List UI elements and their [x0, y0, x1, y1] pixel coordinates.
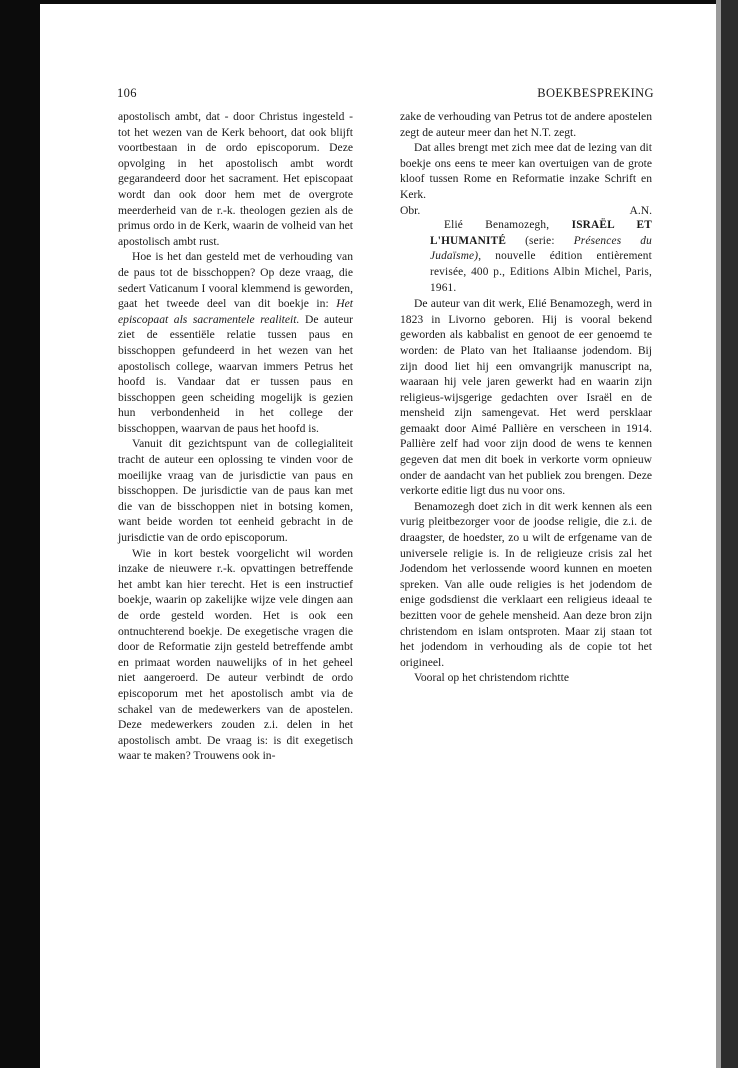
paragraph: Benamozegh doet zich in dit werk kennen als een vurig pleitbezorger voor de joodse religie, die z.i. de draagster, de hoedster, zo u wilt de erfgename van de universele religie is. In de religieuze crisis zal het Jodendom het verlossende woord kunnen en moeten spreken. Van alle oude religies is het jodendom de enige godsdienst die verklaart een religieus ideaal te bezitten voor de gehele mensheid. Aan deze bron zijn christendom en islam ontsproten. Maar zij staan tot het jodendom in verhouding als de copie tot het origineel.	[400, 499, 652, 669]
book-title: ISRAËL ET L'HUMANITÉ	[430, 219, 653, 247]
paragraph: Wie in kort bestek voorgelicht wil worden inzake de nieuwere r.-k. opvattingen betreffende het ambt kan hier terecht. Het is een instructief boekje, waarin op zakelijke wijze vele dingen aan de orde gesteld worden. Het is ook een ontnuchterend boekje. De exegetische vragen die door de Reformatie zijn gesteld betreffende ambt en primaat worden nauwelijks of in het geheel niet aangeroerd. De auteur verbindt de ordo episcoporum met het apostolisch ambt via de schakel van de medewerkers van de apostelen. Deze medewerkers zouden z.i. delen in het apostolisch ambt. De vraag is: is dit exegetisch waar te maken? Trouwens ook in-	[118, 546, 353, 763]
right-column	[400, 109, 652, 686]
signature-initials: A.N.	[629, 203, 652, 217]
book-citation: Elié Benamozegh, ISRAËL ET L'HUMANITÉ (serie: Présences du Judaïsme), nouvelle édition entièrement revisée, 400 p., Editions Albin Michel, Paris, 1961.	[430, 219, 653, 294]
paragraph: De auteur van dit werk, Elié Benamozegh, werd in 1823 in Livorno geboren. Hij is vooral bekend geworden als kabbalist en genoot de eer genoemd te worden: de Plato van het Italiaanse jodendom. Bij zijn dood liet hij een omvangrijk manuscript na, waaraan hij vele jaren gewerkt had en waarin zijn religieus-wijsgerige gedachten over Israël en de mensheid zijn samengevat. Het werd persklaar gemaakt door Aimé Pallière en verscheen in 1914. Pallière zelf had voor zijn dood de wens te kennen gegeven dat men dit boek in verkorte vorm opnieuw onder de aandacht van het publiek zou brengen. Deze verkorte editie ligt dus nu voor ons.	[400, 297, 652, 498]
paragraph: Vooral op het christendom richtte	[414, 671, 569, 685]
page-number: 106	[117, 86, 137, 100]
running-header: BOEKBESPREKING	[537, 86, 654, 100]
scan-border-top	[0, 0, 738, 4]
paragraph: Vanuit dit gezichtspunt van de collegialiteit tracht de auteur een oplossing te vinden voor de moeilijke vraag van de jurisdictie van paus en bisschoppen. De jurisdictie van de paus kan met die van de bisschoppen niet in botsing komen, want beide worden tot eenheid gebracht in de jurisdictie van de ordo episcoporum.	[118, 437, 353, 545]
paragraph: zake de verhouding van Petrus tot de andere apostelen zegt de auteur meer dan het N.T. zegt.	[400, 110, 652, 139]
paragraph: Hoe is het dan gesteld met de verhouding van de paus tot de bisschoppen? Op deze vraag, die sedert Vaticanum I vooral klemmend is geworden, gaat het tweede deel van dit boekje in: Het episcopaat als sacramentele realiteit. De auteur ziet de essentiële relatie tussen paus en bisschoppen gefundeerd in het wezen van het apostolisch college, waarvan immers Petrus het hoofd is. Vandaar dat er tussen paus en bisschoppen geen scheiding mogelijk is gezien hun verbondenheid in het college der bisschoppen, waarvan de paus het hoofd is.	[118, 250, 353, 435]
scan-border-left	[0, 0, 40, 1068]
scan-border-right	[721, 0, 738, 1068]
italic-book-title: Het episcopaat als sacramentele realiteit.	[118, 297, 353, 326]
signature-place: Obr.	[400, 203, 421, 217]
paragraph: Dat alles brengt met zich mee dat de lezing van dit boekje ons eens te meer kan overtuigen van de grote kloof tussen Rome en Reformatie inzake Schrift en Kerk.	[400, 141, 652, 201]
review-signature	[400, 203, 652, 219]
series-title: Présences du Judaïsme)	[430, 234, 652, 263]
paragraph: apostolisch ambt, dat - door Christus ingesteld - tot het wezen van de Kerk behoort, dat ook blijft voortbestaan in de ordo episcoporum. Deze opvolging in het apostolisch ambt wordt gegarandeerd door het sacrament. Het episcopaat wordt dan ook door hem met de overgrote meerderheid van de r.-k. theologen gezien als de primus ordo in de Kerk, waarin de volheid van het apostolisch ambt rust.	[118, 110, 353, 248]
left-column	[118, 109, 353, 764]
